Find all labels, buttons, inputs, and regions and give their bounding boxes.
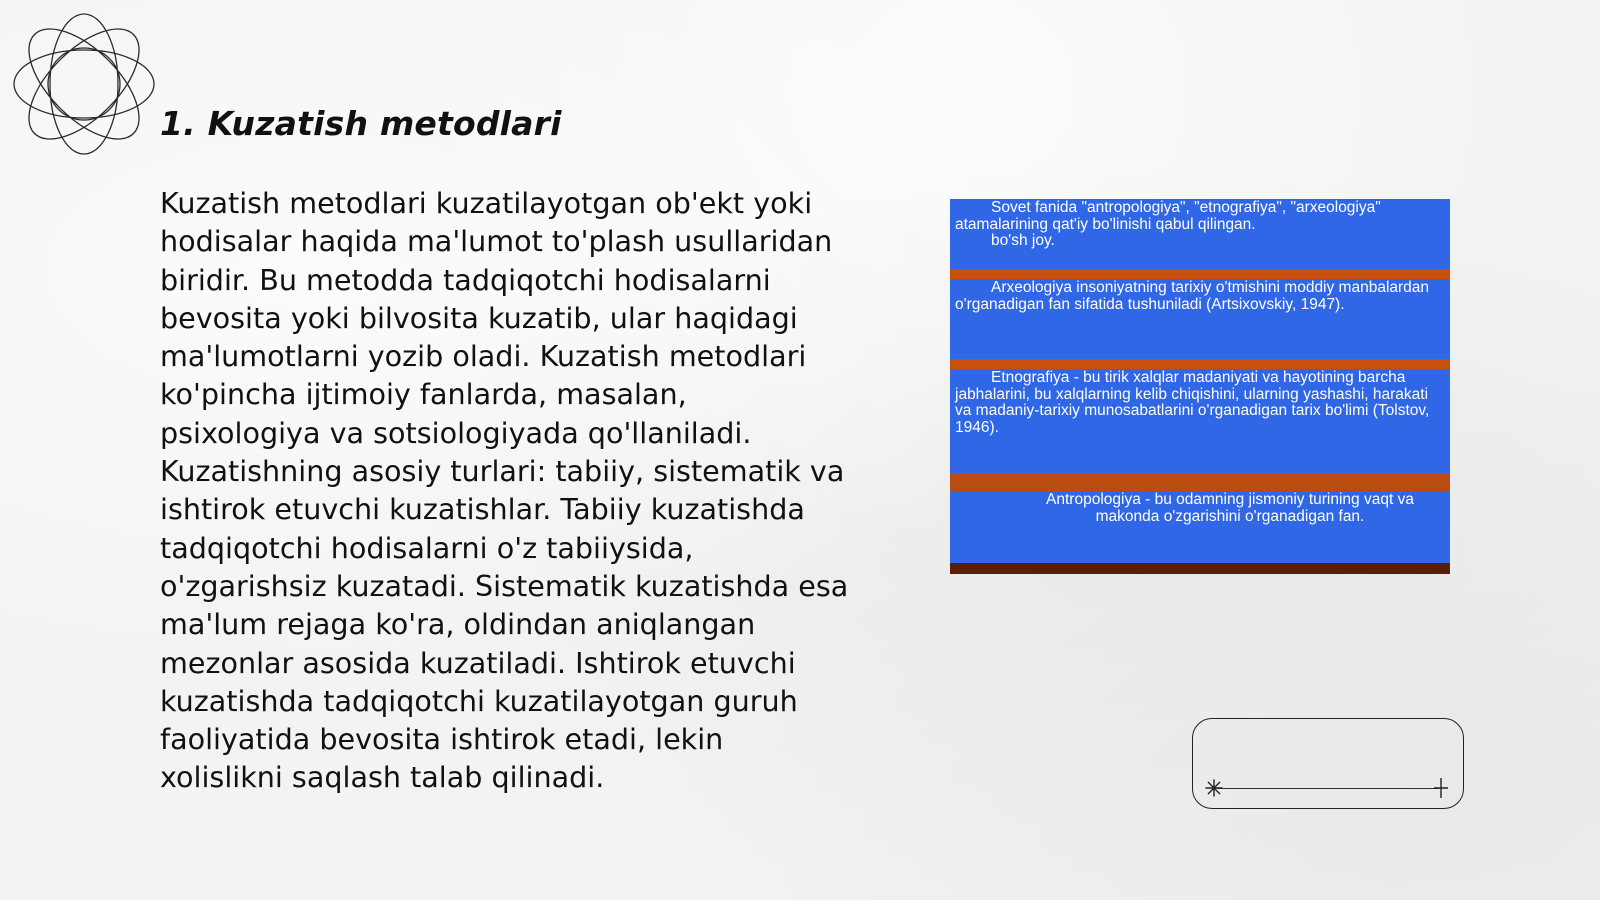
plus-cross-icon — [1431, 777, 1451, 799]
interlocking-rings-icon — [10, 10, 158, 158]
definition-band-3 — [950, 369, 1450, 474]
widget-divider-line — [1217, 788, 1439, 789]
definitions-image — [950, 199, 1450, 574]
slide-body-text: Kuzatish metodlari kuzatilayotgan ob'ekt yoki hodisalar haqida ma'lumot to'plash usullaridan biridir. Bu metodda tadqiqotchi hodisalarni bevosita yoki bilvosita kuzatib, ular haqidagi ma'lumotlarni yozib oladi. Kuzatish metodlari ko'pincha ijtimoiy fanlarda, masalan, psixologiya va sotsiologiyada qo'llaniladi. Kuzatishning asosiy turlari: tabiiy, sistematik va ishtirok etuvchi kuzatishlar. Tabiiy kuzatishda tadqiqotchi hodisalarni o'z tabiiysida, o'zgarishsiz kuzatadi. Sistematik kuzatishda esa ma'lum rejaga ko'ra, oldindan aniqlangan mezonlar asosida kuzatiladi. Ishtirok etuvchi kuzatishda tadqiqotchi kuzatilayotgan guruh faoliyatida bevosita ishtirok etadi, lekin xolislikni saqlash talab qilinadi. — [160, 186, 849, 795]
definition-band-2 — [950, 279, 1450, 359]
orange-stripe — [950, 359, 1450, 369]
definition-band-1-text: Sovet fanida "antropologiya", "etnografiya", "arxeologiya" atamalarining qat'iy bo'linishi qabul qilingan. — [955, 199, 1381, 233]
definition-band-1-note: bo'sh joy. — [991, 232, 1055, 249]
definition-band-2-text: Arxeologiya insoniyatning tarixiy o'tmishini moddiy manbalardan o'rganadigan fan sifatida tushuniladi (Artsixovskiy, 1947). — [955, 279, 1430, 313]
slide-title: 1. Kuzatish metodlari — [160, 104, 562, 143]
definition-band-4-text: Antropologiya - bu odamning jismoniy turining vaqt va makonda o'zgarishini o'rganadigan fan. — [1046, 491, 1414, 525]
definition-band-1 — [950, 199, 1450, 269]
sparkle-star-icon — [1205, 779, 1223, 797]
orange-stripe — [950, 563, 1450, 574]
orange-stripe — [950, 474, 1450, 491]
decorative-rounded-box — [1192, 718, 1464, 809]
definition-band-3-text: Etnografiya - bu tirik xalqlar madaniyati va hayotining barcha jabhalarini, bu xalqlarning kelib chiqishini, ularning yashashi, harakati va madaniy-tarixiy munosabatlarini o'rganadigan tarix bo'limi (Tolstov, 1946). — [955, 369, 1430, 436]
orange-stripe — [950, 269, 1450, 279]
definition-band-4 — [950, 491, 1450, 563]
